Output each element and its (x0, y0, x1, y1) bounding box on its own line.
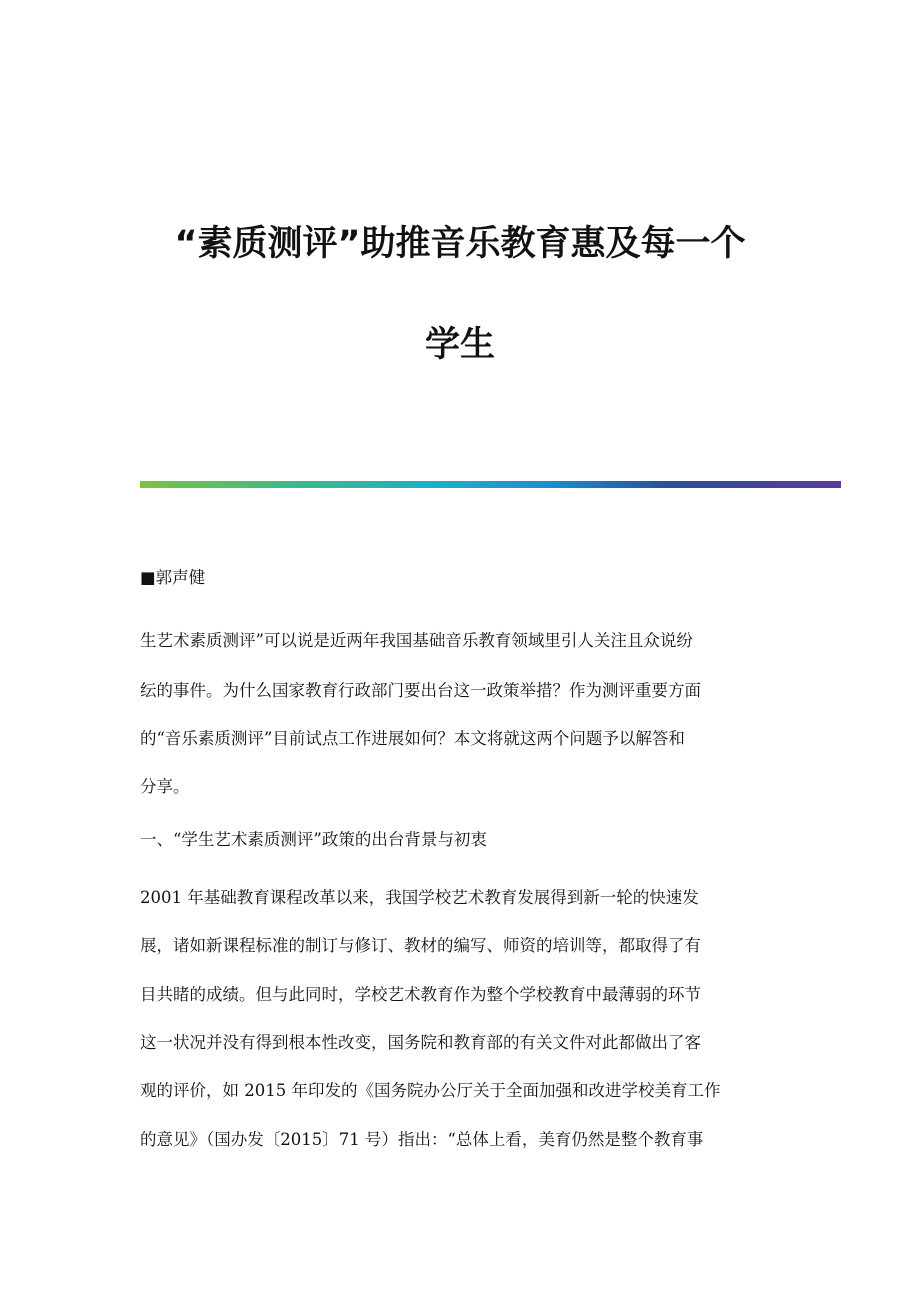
section-line: 这一状况并没有得到根本性改变，国务院和教育部的有关文件对此都做出了客 (140, 1033, 701, 1052)
section-line: 目共睹的成绩。但与此同时，学校艺术教育作为整个学校教育中最薄弱的环节 (140, 985, 701, 1004)
intro-line: 的“音乐素质测评”目前试点工作进展如何？本文将就这两个问题予以解答和 (140, 729, 685, 748)
intro-line: 分享。 (140, 777, 190, 796)
section-line: 的意见》（国办发〔2015〕71 号）指出：“总体上看，美育仍然是整个教育事 (140, 1130, 704, 1149)
section-line: 观的评价，如 2015 年印发的《国务院办公厅关于全面加强和改进学校美育工作 (140, 1081, 721, 1100)
document-title-line-1: “素质测评”助推音乐教育惠及每一个 (174, 224, 746, 264)
document-title-line-2: 学生 (424, 325, 495, 365)
section-line: 2001 年基础教育课程改革以来，我国学校艺术教育发展得到新一轮的快速发 (140, 888, 699, 907)
intro-line: 纭的事件。为什么国家教育行政部门要出台这一政策举措？作为测评重要方面 (140, 681, 701, 700)
intro-line: 生艺术素质测评”可以说是近两年我国基础音乐教育领域里引人关注且众说纷 (140, 631, 693, 650)
section-line: 展，诸如新课程标准的制订与修订、教材的编写、师资的培训等，都取得了有 (140, 936, 701, 955)
author-byline: ■郭声健 (140, 568, 206, 587)
gradient-divider (140, 481, 841, 488)
section-heading: 一、“学生艺术素质测评”政策的出台背景与初衷 (140, 830, 487, 849)
